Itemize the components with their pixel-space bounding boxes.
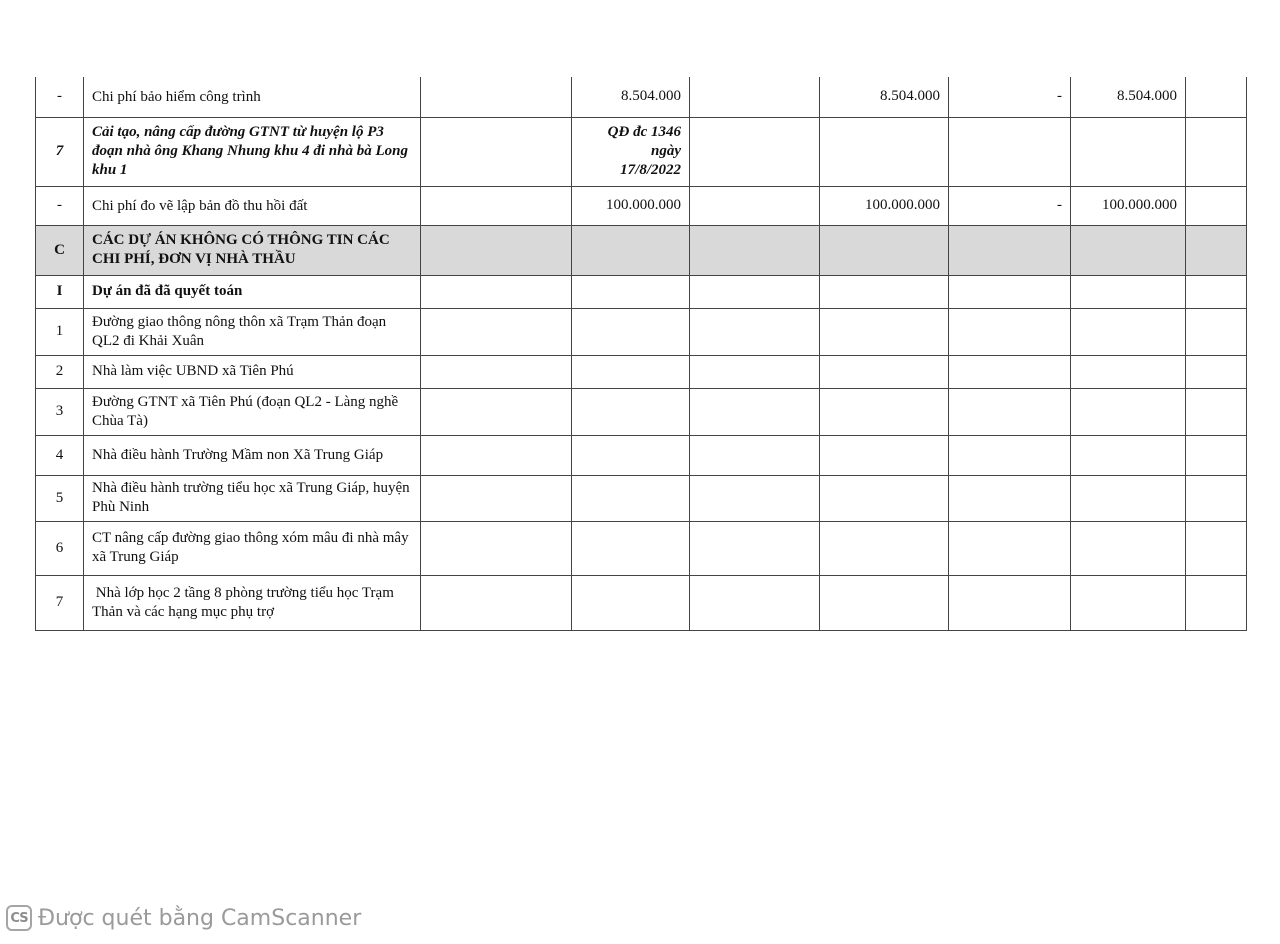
cell-c6 <box>820 475 949 521</box>
row-index: 7 <box>36 117 84 186</box>
row-index: I <box>36 275 84 308</box>
row-index: 1 <box>36 308 84 355</box>
cell-c3 <box>421 186 572 225</box>
cell-c6 <box>820 308 949 355</box>
scanner-watermark <box>6 905 361 931</box>
cell-c8 <box>1071 275 1186 308</box>
cell-c3 <box>421 225 572 275</box>
cell-c4 <box>572 575 690 630</box>
cell-c9 <box>1186 186 1247 225</box>
table-row <box>36 186 1247 225</box>
cell-c5 <box>690 355 820 388</box>
camscanner-logo-icon: CS <box>6 905 32 931</box>
cell-c7 <box>949 355 1071 388</box>
cell-c3 <box>421 475 572 521</box>
dash-cell: - <box>949 77 1071 117</box>
item-name: Chi phí bảo hiểm công trình <box>84 77 421 117</box>
project-name: CT nâng cấp đường giao thông xóm mâu đi nhà mây xã Trung Giáp <box>84 521 421 575</box>
cell-c3 <box>421 117 572 186</box>
section-index: C <box>36 225 84 275</box>
cell-c5 <box>690 388 820 435</box>
cell-c5 <box>690 225 820 275</box>
cell-c7 <box>949 225 1071 275</box>
cell-c9 <box>1186 77 1247 117</box>
value-cell: 8.504.000 <box>1071 77 1186 117</box>
watermark-text: Được quét bằng CamScanner <box>38 905 362 931</box>
table-row <box>36 275 1247 308</box>
cell-c8 <box>1071 308 1186 355</box>
cell-c8 <box>1071 117 1186 186</box>
cell-c6 <box>820 521 949 575</box>
cell-c3 <box>421 275 572 308</box>
table-row <box>36 435 1247 475</box>
cell-c8 <box>1071 225 1186 275</box>
cell-c5 <box>690 435 820 475</box>
cell-c3 <box>421 77 572 117</box>
cell-c9 <box>1186 355 1247 388</box>
table-row <box>36 521 1247 575</box>
group-title: Dự án đã đã quyết toán <box>84 275 421 308</box>
cell-c4 <box>572 355 690 388</box>
decision-cell: QĐ đc 1346 ngày 17/8/2022 <box>572 117 690 186</box>
row-index: 3 <box>36 388 84 435</box>
cell-c8 <box>1071 475 1186 521</box>
value-cell: 8.504.000 <box>572 77 690 117</box>
cell-c6 <box>820 225 949 275</box>
cell-c7 <box>949 435 1071 475</box>
cell-c9 <box>1186 388 1247 435</box>
cell-c4 <box>572 475 690 521</box>
cell-c7 <box>949 117 1071 186</box>
cell-c7 <box>949 275 1071 308</box>
cell-c7 <box>949 308 1071 355</box>
cell-c4 <box>572 275 690 308</box>
project-name: Nhà lớp học 2 tầng 8 phòng trường tiểu học Trạm Thản và các hạng mục phụ trợ <box>84 575 421 630</box>
cell-c5 <box>690 475 820 521</box>
cell-c3 <box>421 388 572 435</box>
row-index: - <box>36 77 84 117</box>
cell-c6 <box>820 575 949 630</box>
row-index: - <box>36 186 84 225</box>
cell-c7 <box>949 388 1071 435</box>
row-index: 4 <box>36 435 84 475</box>
cell-c5 <box>690 275 820 308</box>
cell-c8 <box>1071 435 1186 475</box>
table-row <box>36 77 1247 117</box>
value-cell: 8.504.000 <box>820 77 949 117</box>
cell-c6 <box>820 117 949 186</box>
project-name: Đường giao thông nông thôn xã Trạm Thản đoạn QL2 đi Khải Xuân <box>84 308 421 355</box>
table-row <box>36 117 1247 186</box>
table-row <box>36 308 1247 355</box>
cell-c9 <box>1186 117 1247 186</box>
cell-c9 <box>1186 275 1247 308</box>
cell-c3 <box>421 575 572 630</box>
cell-c4 <box>572 521 690 575</box>
cell-c8 <box>1071 388 1186 435</box>
item-name: Chi phí đo vẽ lập bản đồ thu hồi đất <box>84 186 421 225</box>
project-name: Đường GTNT xã Tiên Phú (đoạn QL2 - Làng nghề Chùa Tà) <box>84 388 421 435</box>
cell-c5 <box>690 117 820 186</box>
row-index: 6 <box>36 521 84 575</box>
cell-c5 <box>690 308 820 355</box>
dash-cell: - <box>949 186 1071 225</box>
cell-c6 <box>820 435 949 475</box>
project-name: Nhà làm việc UBND xã Tiên Phú <box>84 355 421 388</box>
table-row <box>36 475 1247 521</box>
cell-c5 <box>690 77 820 117</box>
cell-c8 <box>1071 355 1186 388</box>
cell-c4 <box>572 435 690 475</box>
project-name: Cải tạo, nâng cấp đường GTNT từ huyện lộ P3 đoạn nhà ông Khang Nhung khu 4 đi nhà bà Long khu 1 <box>84 117 421 186</box>
cell-c9 <box>1186 225 1247 275</box>
section-row <box>36 225 1247 275</box>
cell-c4 <box>572 225 690 275</box>
table-row <box>36 575 1247 630</box>
cell-c3 <box>421 521 572 575</box>
value-cell: 100.000.000 <box>572 186 690 225</box>
cell-c9 <box>1186 521 1247 575</box>
cell-c4 <box>572 308 690 355</box>
cell-c4 <box>572 388 690 435</box>
value-cell: 100.000.000 <box>1071 186 1186 225</box>
cell-c5 <box>690 575 820 630</box>
cell-c9 <box>1186 475 1247 521</box>
cell-c7 <box>949 521 1071 575</box>
cell-c3 <box>421 355 572 388</box>
row-index: 5 <box>36 475 84 521</box>
cell-c3 <box>421 308 572 355</box>
cell-c5 <box>690 521 820 575</box>
project-name: Nhà điều hành Trường Mầm non Xã Trung Giáp <box>84 435 421 475</box>
cell-c9 <box>1186 308 1247 355</box>
cell-c7 <box>949 475 1071 521</box>
cell-c7 <box>949 575 1071 630</box>
cell-c9 <box>1186 575 1247 630</box>
row-index: 2 <box>36 355 84 388</box>
table-row <box>36 355 1247 388</box>
cell-c6 <box>820 275 949 308</box>
cell-c3 <box>421 435 572 475</box>
value-cell: 100.000.000 <box>820 186 949 225</box>
cell-c6 <box>820 355 949 388</box>
cell-c8 <box>1071 575 1186 630</box>
cost-table <box>35 77 1247 631</box>
cell-c5 <box>690 186 820 225</box>
cell-c6 <box>820 388 949 435</box>
table-row <box>36 388 1247 435</box>
cell-c8 <box>1071 521 1186 575</box>
project-name: Nhà điều hành trường tiểu học xã Trung Giáp, huyện Phù Ninh <box>84 475 421 521</box>
row-index: 7 <box>36 575 84 630</box>
cell-c9 <box>1186 435 1247 475</box>
section-title: CÁC DỰ ÁN KHÔNG CÓ THÔNG TIN CÁC CHI PHÍ, ĐƠN VỊ NHÀ THẦU <box>84 225 421 275</box>
